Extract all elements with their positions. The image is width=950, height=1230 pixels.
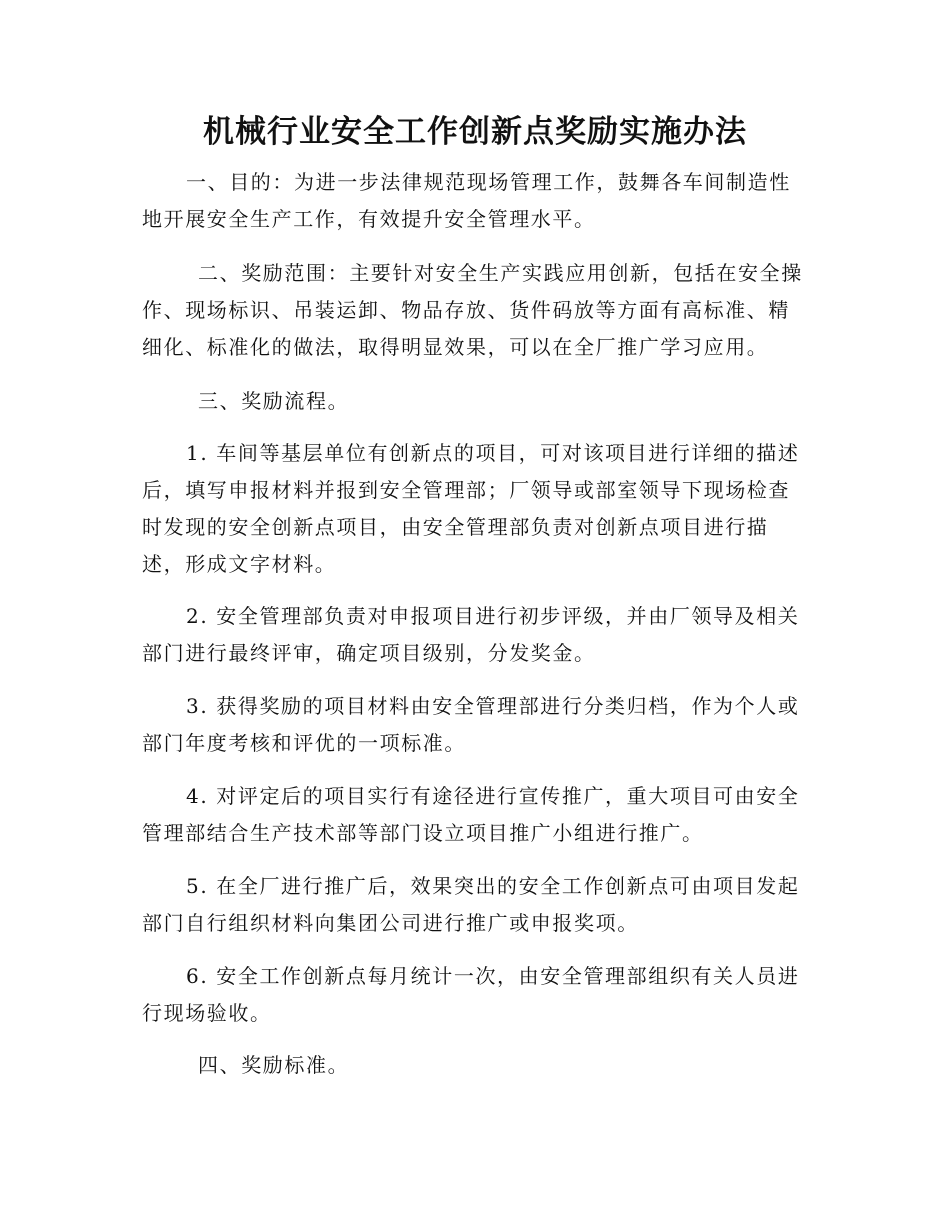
paragraph-line: 二、奖励范围：主要针对安全生产实践应用创新，包括在安全操	[198, 261, 803, 285]
paragraph-line: 部门年度考核和评优的一项标准。	[142, 731, 466, 755]
paragraph-line: 述，形成文字材料。	[142, 552, 337, 576]
document-title: 机械行业安全工作创新点奖励实施办法	[203, 114, 747, 150]
paragraph-line: 3. 获得奖励的项目材料由安全管理部进行分类归档，作为个人或	[186, 694, 800, 718]
section-heading: 四、奖励标准。	[198, 1053, 350, 1077]
paragraph-line: 管理部结合生产技术部等部门设立项目推广小组进行推广。	[142, 821, 704, 845]
paragraph-line: 4. 对评定后的项目实行有途径进行宣传推广，重大项目可由安全	[186, 784, 800, 808]
paragraph-line: 行现场验收。	[142, 1001, 272, 1025]
paragraph-line: 1. 车间等基层单位有创新点的项目，可对该项目进行详细的描述	[186, 441, 800, 465]
paragraph-line: 作、现场标识、吊装运卸、物品存放、货件码放等方面有高标准、精	[142, 298, 790, 322]
paragraph-line: 部门进行最终评审，确定项目级别，分发奖金。	[142, 641, 596, 665]
paragraph-line: 后，填写申报材料并报到安全管理部；厂领导或部室领导下现场检查	[142, 478, 790, 502]
paragraph-line: 5. 在全厂进行推广后，效果突出的安全工作创新点可由项目发起	[186, 874, 800, 898]
paragraph-line: 6. 安全工作创新点每月统计一次，由安全管理部组织有关人员进	[186, 964, 800, 988]
paragraph-line: 部门自行组织材料向集团公司进行推广或申报奖项。	[142, 911, 639, 935]
paragraph-line: 2. 安全管理部负责对申报项目进行初步评级，并由厂领导及相关	[186, 604, 800, 628]
paragraph-line: 地开展安全生产工作，有效提升安全管理水平。	[142, 207, 596, 231]
paragraph-line: 时发现的安全创新点项目，由安全管理部负责对创新点项目进行描	[142, 515, 769, 539]
paragraph-line: 一、目的：为进一步法律规范现场管理工作，鼓舞各车间制造性	[186, 170, 791, 194]
paragraph-line: 细化、标准化的做法，取得明显效果，可以在全厂推广学习应用。	[142, 335, 769, 359]
section-heading: 三、奖励流程。	[198, 389, 350, 413]
